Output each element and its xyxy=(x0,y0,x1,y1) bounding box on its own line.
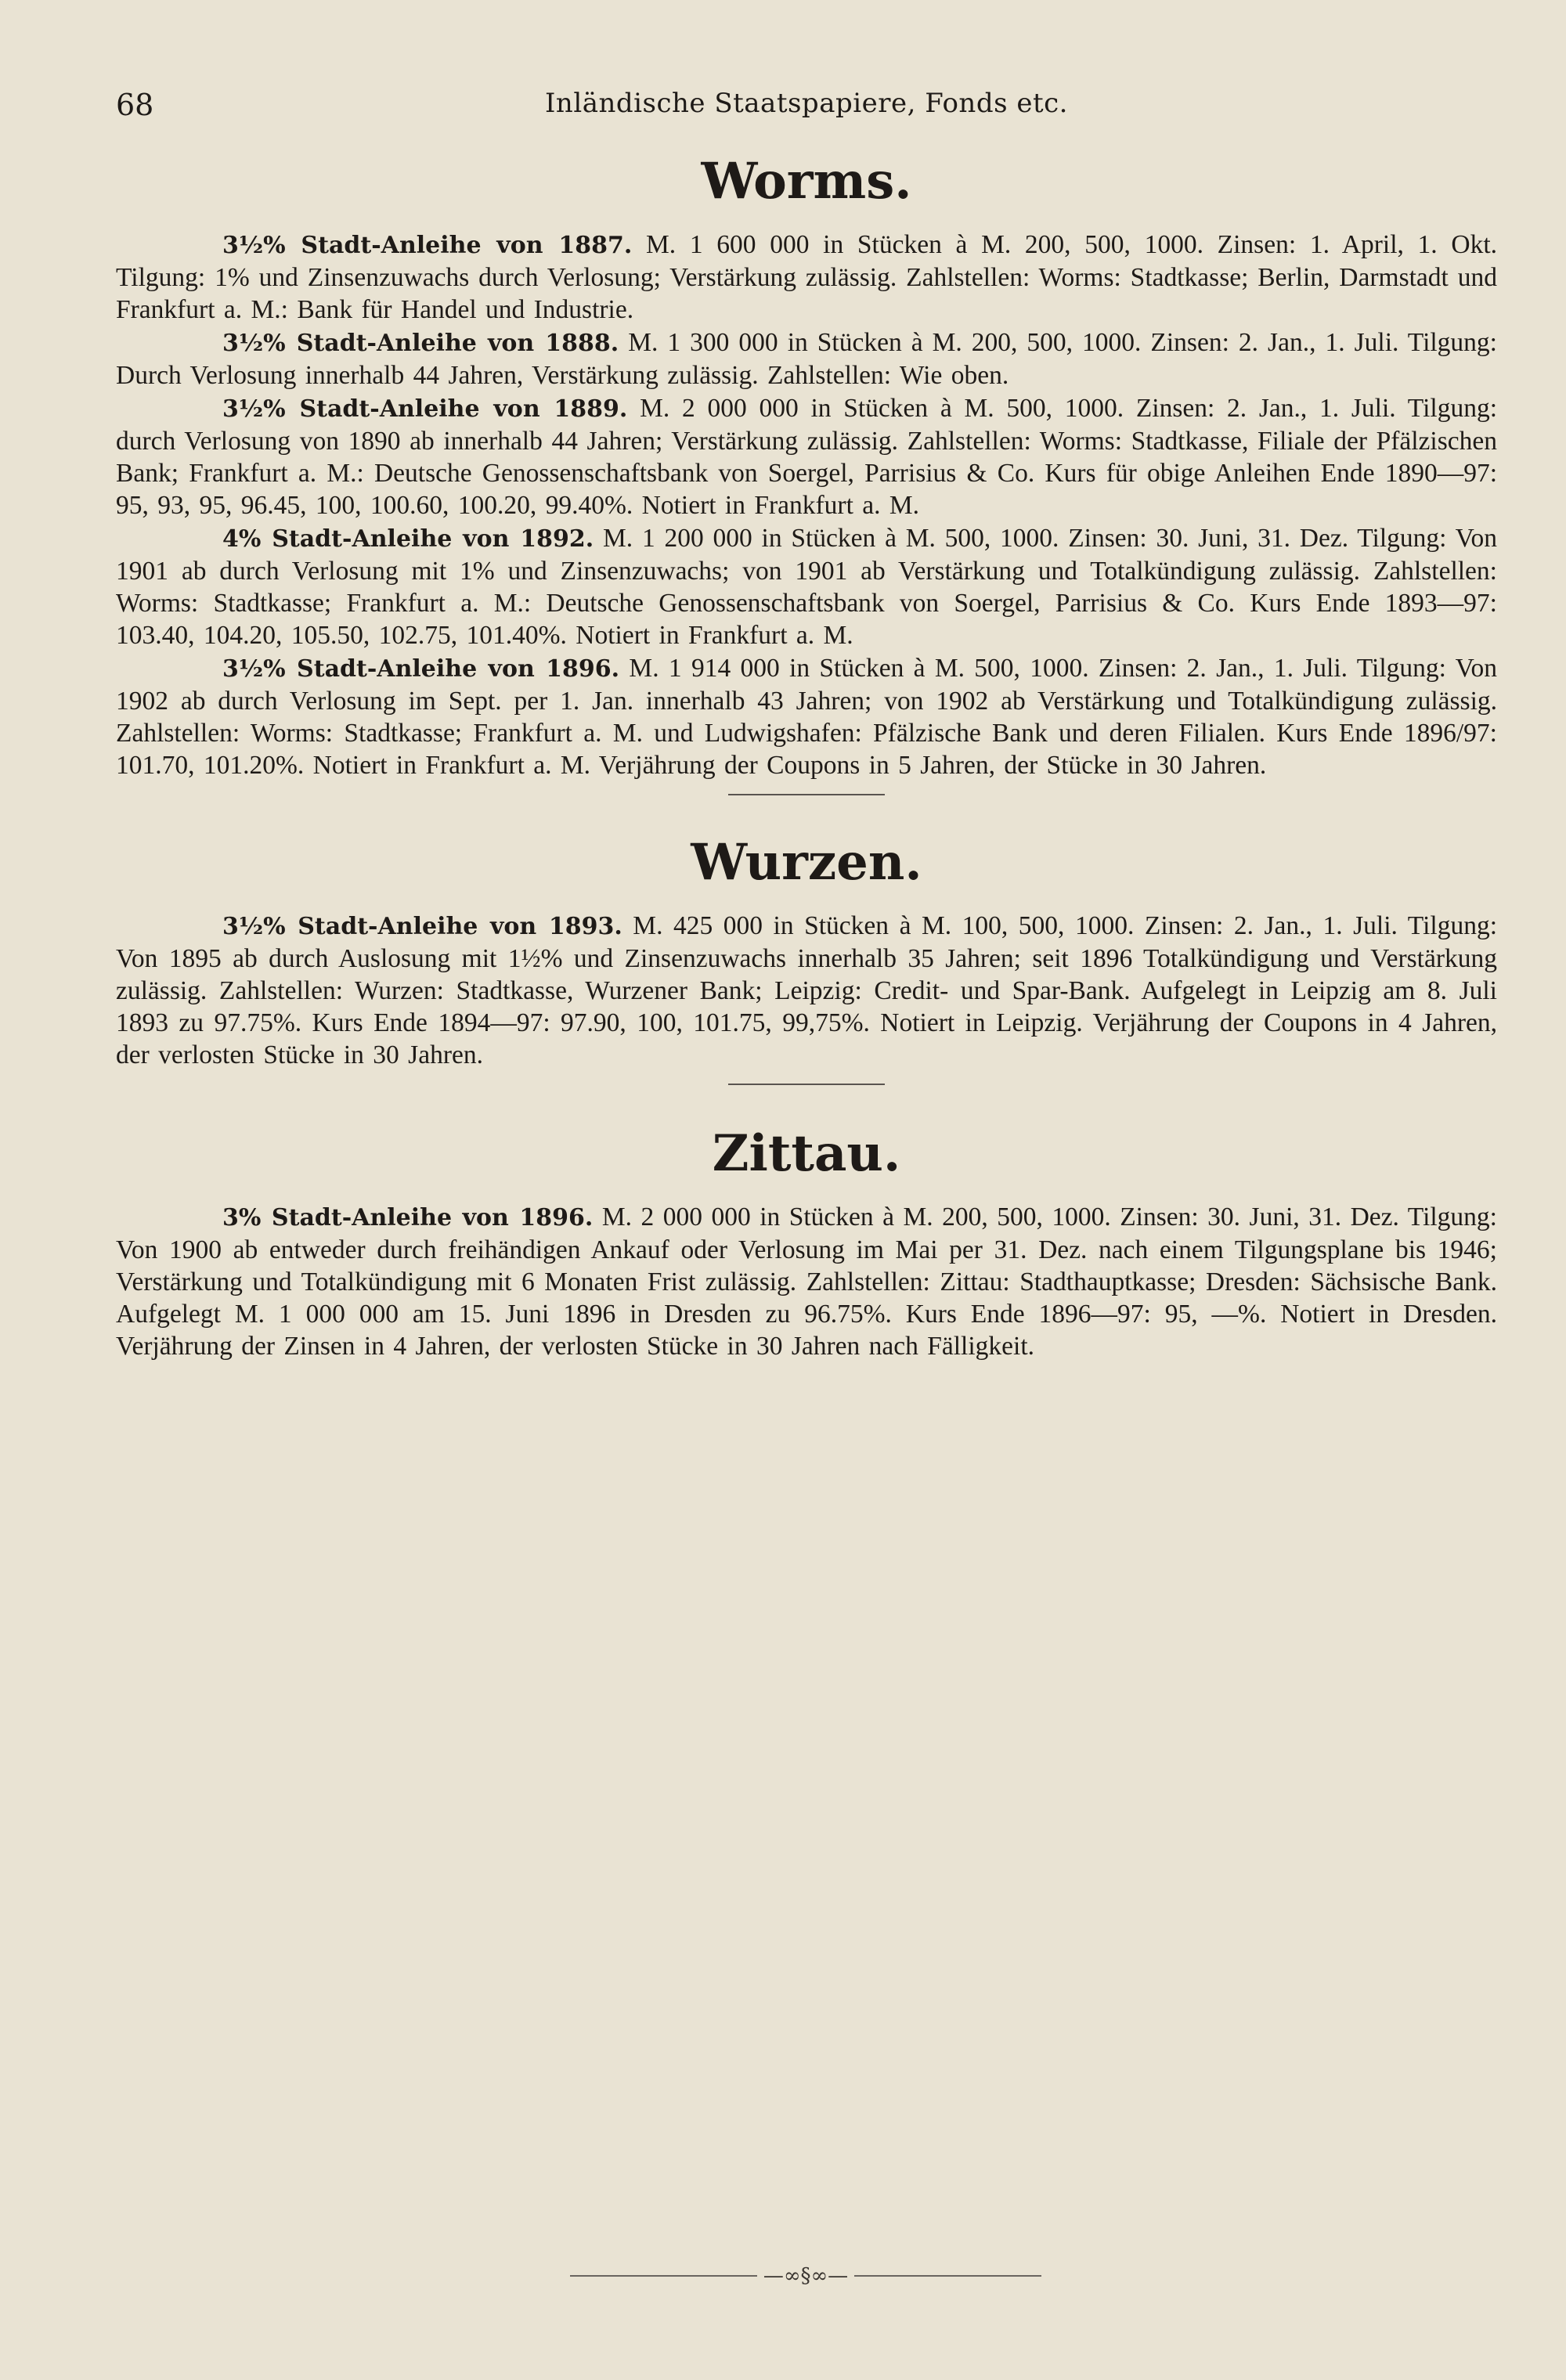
bond-entry xyxy=(116,326,1497,391)
bond-heading: 4% Stadt-Anleihe von 1892. xyxy=(222,525,594,553)
end-ornament xyxy=(570,2264,1041,2288)
ornament-knot-icon: —∞§∞— xyxy=(763,2264,849,2288)
ornament-rule-left xyxy=(570,2275,757,2277)
bond-entry xyxy=(116,522,1497,651)
bond-text: M. 1 200 000 in Stücken à M. 500, 1000. Zinsen: 30. Juni, 31. Dez. Tilgung: Von 1901 ab durch Verlosung mit 1% und Zinsenzuwachs; von 1901 ab Verstärkung und Totalkündigung zulässig. Zahlstellen: Worms: Stadtkasse; Frankfurt a. M.: Deutsche Genossenschaftsbank von Soergel, Parrisius & Co. Kurs Ende 1893—97: 103.40, 104.20, 105.50, 102.75, 101.40%. Notiert in Frankfurt a. M. xyxy=(116,524,1497,650)
bond-heading: 3½% Stadt-Anleihe von 1893. xyxy=(222,913,622,940)
bond-entry xyxy=(116,652,1497,781)
bond-heading: 3½% Stadt-Anleihe von 1896. xyxy=(222,655,620,683)
section-wurzen xyxy=(116,833,1497,1085)
running-head: Inländische Staatspapiere, Fonds etc. xyxy=(545,88,1068,119)
section-title: Wurzen. xyxy=(691,833,922,892)
bond-heading: 3½% Stadt-Anleihe von 1887. xyxy=(222,232,633,259)
bond-text: M. 2 000 000 in Stücken à M. 200, 500, 1000. Zinsen: 30. Juni, 31. Dez. Tilgung: Von 1900 ab entweder durch freihändigen Ankauf oder Verlosung im Mai per 31. Dez. nach einem Tilgungsplane bis 1946; Verstärkung und Totalkündigung mit 6 Monaten Frist zulässig. Zahlstellen: Zittau: Stadthauptkasse; Dresden: Sächsische Bank. Aufgelegt M. 1 000 000 am 15. Juni 1896 in Dresden zu 96.75%. Kurs Ende 1896—97: 95, —%. Notiert in Dresden. Verjährung der Zinsen in 4 Jahren, der verlosten Stücke in 30 Jahren nach Fälligkeit. xyxy=(116,1203,1497,1361)
bond-text: M. 1 300 000 in Stücken à M. 200, 500, 1000. Zinsen: 2. Jan., 1. Juli. Tilgung: Durch Verlosung innerhalb 44 Jahren, Verstärkung zulässig. Zahlstellen: Wie oben. xyxy=(116,328,1497,390)
section-zittau xyxy=(116,1124,1497,1362)
section-gap xyxy=(116,795,1497,838)
section-gap xyxy=(116,1085,1497,1129)
bond-text: M. 1 600 000 in Stücken à M. 200, 500, 1000. Zinsen: 1. April, 1. Okt. Tilgung: 1% und Zinsenzuwachs durch Verlosung; Verstärkung zulässig. Zahlstellen: Worms: Stadtkasse; Berlin, Darmstadt und Frankfurt a. M.: Bank für Handel und Industrie. xyxy=(116,230,1498,324)
ornament-rule-right xyxy=(854,2275,1041,2277)
bond-entry xyxy=(116,910,1497,1071)
bond-entry xyxy=(116,229,1497,326)
bond-entry xyxy=(116,392,1497,521)
bond-heading: 3% Stadt-Anleihe von 1896. xyxy=(222,1204,594,1231)
section-title: Zittau. xyxy=(712,1124,901,1183)
page-number: 68 xyxy=(116,88,154,122)
bond-entry xyxy=(116,1201,1497,1362)
bond-heading: 3½% Stadt-Anleihe von 1889. xyxy=(222,395,628,423)
bond-heading: 3½% Stadt-Anleihe von 1888. xyxy=(222,330,619,357)
section-title: Worms. xyxy=(701,152,912,211)
bond-text: M. 2 000 000 in Stücken à M. 500, 1000. Zinsen: 2. Jan., 1. Juli. Tilgung: durch Verlosung von 1890 ab innerhalb 44 Jahren; Verstärkung zulässig. Zahlstellen: Worms: Stadtkasse, Filiale der Pfälzischen Bank; Frankfurt a. M.: Deutsche Genossenschaftsbank von Soergel, Parrisius & Co. Kurs für obige Anleihen Ende 1890—97: 95, 93, 95, 96.45, 100, 100.60, 100.20, 99.40%. Notiert in Frankfurt a. M. xyxy=(116,394,1497,520)
page-content xyxy=(116,152,1498,1363)
bond-text: M. 425 000 in Stücken à M. 100, 500, 1000. Zinsen: 2. Jan., 1. Juli. Tilgung: Von 1895 ab durch Auslosung mit 1½% und Zinsenzuwachs innerhalb 35 Jahren; seit 1896 Totalkündigung und Verstärkung zulässig. Zahlstellen: Wurzen: Stadtkasse, Wurzener Bank; Leipzig: Credit- und Spar-Bank. Aufgelegt in Leipzig am 8. Juli 1893 zu 97.75%. Kurs Ende 1894—97: 97.90, 100, 101.75, 99,75%. Notiert in Leipzig. Verjährung der Coupons in 4 Jahren, der verlosten Stücke in 30 Jahren. xyxy=(116,911,1497,1069)
bond-text: M. 1 914 000 in Stücken à M. 500, 1000. Zinsen: 2. Jan., 1. Juli. Tilgung: Von 1902 ab durch Verlosung im Sept. per 1. Jan. innerhalb 43 Jahren; von 1902 ab Verstärkung und Totalkündigung zulässig. Zahlstellen: Worms: Stadtkasse; Frankfurt a. M. und Ludwigshafen: Pfälzische Bank und deren Filialen. Kurs Ende 1896/97: 101.70, 101.20%. Notiert in Frankfurt a. M. Verjährung der Coupons in 5 Jahren, der Stücke in 30 Jahren. xyxy=(116,654,1498,780)
page-header xyxy=(116,88,1497,128)
section-worms xyxy=(116,152,1498,795)
